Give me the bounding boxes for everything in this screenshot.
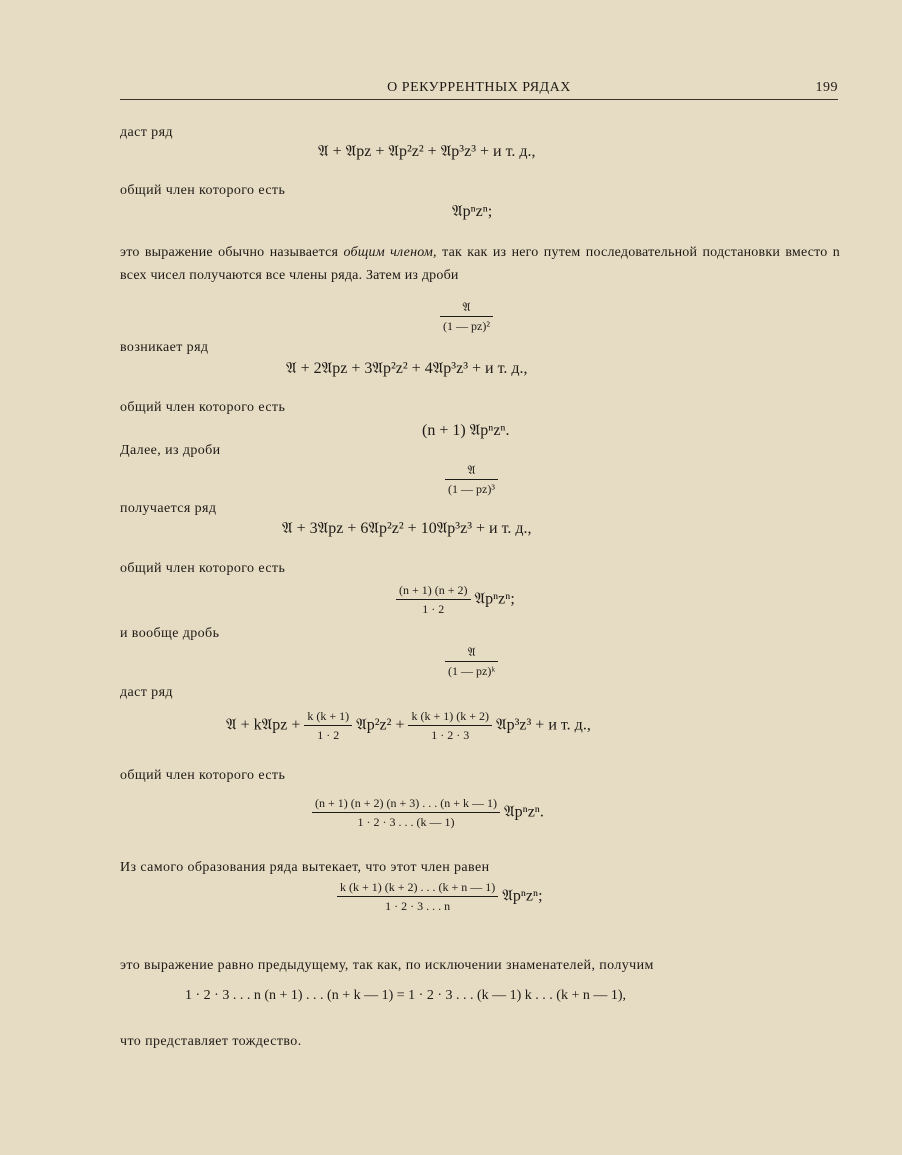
formula-term-1: 𝔄pⁿzⁿ;	[452, 203, 493, 220]
paragraph-general-term: это выражение обычно называется общим членом, так как из него путем последовательной подстановки вместо n всех чисел получаются все члены ряда. Затем из дроби	[120, 245, 840, 283]
text-line-11: общий член которого есть	[120, 768, 286, 783]
formula-series-2: 𝔄 + 2𝔄pz + 3𝔄p²z² + 4𝔄p³z³ + и т. д.,	[286, 360, 528, 377]
text-line-8: общий член которого есть	[120, 561, 286, 576]
text-line-14: что представляет тождество.	[120, 1034, 302, 1049]
text-line-2: общий член которого есть	[120, 183, 286, 198]
formula-term-k: $\frac{(n + 1) (n + 2) (n + 3) . . . (n + k — 1)}{1 \cdot 2 \cdot 3 . . . (k — 1)}$ 𝔄pⁿzⁿ.	[312, 796, 544, 830]
text-line-1: даст ряд	[120, 125, 173, 140]
text-line-13: это выражение равно предыдущему, так как, по исключении знаменателей, получим	[120, 958, 654, 973]
formula-term-3: $\frac{(n + 1) (n + 2)}{1 \cdot 2}$ 𝔄pⁿzⁿ;	[396, 583, 515, 617]
formula-term-2: (n + 1) 𝔄pⁿzⁿ.	[422, 422, 510, 439]
text-line-9: и вообще дробь	[120, 626, 220, 641]
formula-term-equal: $\frac{k (k + 1) (k + 2) . . . (k + n — 1)}{1 \cdot 2 \cdot 3 . . . n}$ 𝔄pⁿzⁿ;	[337, 880, 543, 914]
formula-fraction-2: $\frac{\text{𝔄}}{\text{(1 — pz)³}}$	[445, 463, 498, 497]
header-rule	[120, 99, 838, 100]
formula-series-3: 𝔄 + 3𝔄pz + 6𝔄p²z² + 10𝔄p³z³ + и т. д.,	[282, 520, 532, 537]
page-number: 199	[815, 80, 838, 95]
text-line-10: даст ряд	[120, 685, 173, 700]
running-title: О РЕКУРРЕНТНЫХ РЯДАХ	[387, 80, 571, 95]
formula-fraction-1: $\frac{\text{𝔄}}{\text{(1 — pz)²}}$	[440, 300, 493, 334]
text-line-6: Далее, из дроби	[120, 443, 221, 458]
running-header	[120, 80, 838, 100]
formula-identity: 1 · 2 · 3 . . . n (n + 1) . . . (n + k — 1) = 1 · 2 · 3 . . . (k — 1) k . . . (k + n — 1),	[185, 988, 627, 1003]
formula-series-k: 𝔄 + k𝔄pz + $\frac{k (k + 1)}{1 \cdot 2}$ 𝔄p²z² + $\frac{k (k + 1) (k + 2)}{1 \cdot 2 \cdot 3}$ 𝔄p³z³ + и т. д.,	[226, 709, 591, 742]
formula-series-1: 𝔄 + 𝔄pz + 𝔄p²z² + 𝔄p³z³ + и т. д.,	[318, 143, 536, 160]
text-line-7: получается ряд	[120, 501, 217, 516]
text-line-4: возникает ряд	[120, 340, 209, 355]
formula-fraction-k: $\frac{\text{𝔄}}{\text{(1 — pz)ᵏ}}$	[445, 645, 498, 679]
text-line-12: Из самого образования ряда вытекает, что этот член равен	[120, 860, 490, 875]
text-line-5: общий член которого есть	[120, 400, 286, 415]
